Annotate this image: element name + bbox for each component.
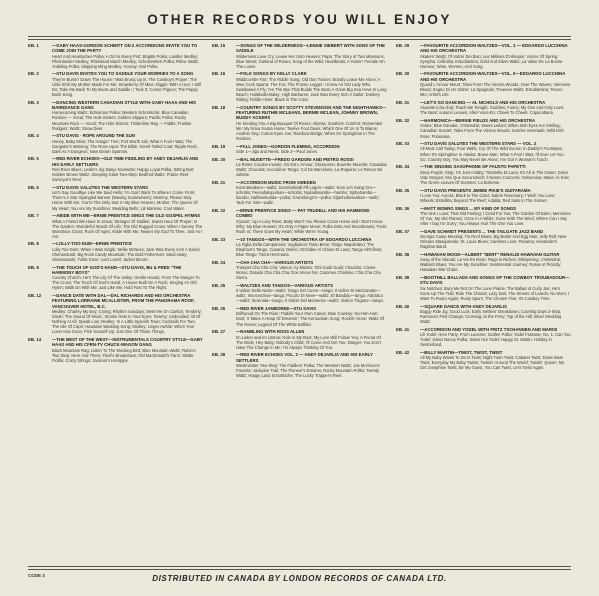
track-list: Side 1—Jigs and Reels. Side 2—Paul Jones.: [236, 148, 318, 154]
catalog-entry: [28, 100, 203, 131]
catalog-entry-body: [420, 252, 571, 273]
catalog-entry-body: [236, 352, 387, 378]
catalog-number: EB. 36: [396, 205, 410, 211]
track-list: Country Church; He's The Lily Of The Valley; Gentle Hands; From The Manger To The Cross; The Touch Of God's Hand; A House Built On A Rock; Singing An Old Hymn; Walk On With Me; Just Like Me; Hold Fast To The Right.: [52, 275, 200, 291]
track-list: All Must Call Today; Four Walls; Cry Of The Wild Goose; In Daddy's Footsteps; When It's Springtime In Alaska; Brave Man; What A Fool I Was; I'll Ever Let You Go; Country Boy; You May Never Be Alone; I've Got A Woman's Touch.: [420, 146, 564, 162]
album-title: —ACCORDION MUSIC FROM SWEDEN: [236, 179, 316, 185]
track-list: All My Baby Wants To Do Is Twist; Night Train Twist; Cabaret Twist; Down Beat Twist; Everyday My Baby Twists; Twistin' Around The World; Twistin' Queen; My Girl Josephine Twist; Be My Guest; You Can Twist; Let's Twist Again.: [420, 355, 565, 371]
catalog-number: EB. 3: [28, 99, 39, 105]
catalog-number: EB. 35: [396, 187, 410, 193]
catalog-entry: [28, 156, 203, 182]
catalog-entry: [396, 350, 571, 371]
catalog-entry: [396, 304, 571, 325]
catalog-code: CODE 3: [28, 573, 45, 578]
catalog-entry: [396, 252, 571, 273]
album-title: —HARMONICA—BERNIE FIELDS AND HIS ORCHESTRA: [420, 118, 536, 124]
catalog-number: EB. 25: [212, 282, 226, 288]
album-title: —BILLY MARTIN—TWIST, TWIST, TWIST: [420, 349, 503, 355]
catalog-number: EB. 14: [28, 337, 42, 343]
catalog-entry-body: [52, 133, 203, 154]
catalog-number: EB. 39: [396, 275, 410, 281]
track-list: Il Valzer Della Notte—waltz; Tango Del Cuore—tango; Il Valzer Di Mezzanotte—waltz; Innocenzina—tango; Piccolo Di Neve—waltz; El Bandido—tango; Adriatico—waltz; Serenata—tango; Il Valzer Del Momento—waltz; Violino Tzigano—tango.: [236, 288, 384, 304]
catalog-entry-body: [236, 329, 387, 350]
track-list: Driftwood On The River; Paddle Your Own Canoe; Blue Cowboy; No-Huh-Huh; Dost; It Takes A Heap Of Dreamin'; The Kentuckian Song; Rockin' Alone; Waltz Of The Roses; Legend Of The White Buffalo.: [236, 311, 385, 327]
catalog-entry: [28, 133, 203, 154]
catalog-entry: [396, 164, 571, 185]
catalog-number: EB. 16: [212, 71, 226, 77]
catalog-number: EB. 19: [212, 143, 226, 149]
catalog-entry: [212, 352, 387, 378]
album-title: —ABIDE WITH ME—ERNIE PRENTICE SINGS THE OLD GOSPEL HYMNS: [52, 213, 201, 219]
catalog-entry-body: [236, 306, 387, 327]
track-list: Medley: Charley My Boy; Crying; Rhythm Sundays; Meet Me On Carlton; Tenderly; Dinah; The Sound Of Music; Smoke Gets In Your Eyes; Tammy; Undecided; All Of Nothing At All; Speak Low; Medley: In A Little Spanish Town; Cocktails For Two; The Isle Of Capri; Hawaiian Wedding Song; Medley: Linger Awhile; When Your Lover Has Gone; Pick Yourself Up; Just One Of Those Things.: [52, 309, 202, 335]
catalog-entry-body: [420, 304, 571, 325]
track-list: Wilderness Love Cry; Leave Her Unto Heaven; Papa; The Story of Two Mansions; Blue Street; Garland of Roses; Song of the Wild; Heartbeats; A Homin' Female On The Loose.: [236, 53, 385, 69]
catalog-entry-body: [420, 164, 571, 185]
footer-divider-top: [28, 566, 571, 567]
album-title: —FOLK SONGS BY KELLY CLARK: [236, 71, 307, 77]
album-title: —HAWAIIAN MOOD—ALBERT "BERT" RENALDI HAWAIIAN GUITAR: [420, 251, 560, 257]
album-title: —THE SINGING SAXOPHONE OF FAUSTO PAPETTI: [420, 164, 526, 170]
album-title: —WALTZES AND TANGOS—VARIOUS ARTISTS: [236, 282, 334, 288]
catalog-number: EB. 12: [28, 293, 42, 299]
catalog-entry: [28, 185, 203, 211]
catalog-entry-body: [236, 71, 387, 102]
album-title: —FALL JONES—GORDON FLEMING, ACCORDION: [236, 143, 340, 149]
catalog-entry: [28, 293, 203, 334]
catalog-number: EB. 26: [212, 306, 226, 312]
album-title: —RED RIVER JAMBOREE—STU DAVIS: [236, 306, 317, 312]
catalog-entry: [28, 71, 203, 97]
track-list: Volare; Blue Danube; J'Attendrai; Sweet Leilani; When Irish Eyes Are Smiling; Canadian Sunset; Tales From The Vienna Woods; Sunrise Serenade; Wild Irish Rose; Polonaise.: [420, 123, 564, 139]
catalog-entry: [212, 237, 387, 258]
album-title: —RED RIVER ECHOES—OLD TIME FIDDLING BY ANDY DEJARLIS AND HIS EARLY SETTLERS: [52, 156, 199, 167]
album-title: —BOOTHILL BALLADS AND SONGS OF THE COWBOY TROUBADOUR—STU DAVIS: [420, 275, 570, 286]
album-title: —CHA CHA CHA—VARIOUS ARTISTS: [236, 259, 314, 265]
catalog-entry-body: [52, 213, 203, 239]
catalog-number: EB. 40: [396, 303, 410, 309]
track-list: Deep Purple; Stop; I'm Just A Baby; Tintarella Di Luna; It's All In The Game; Dolce Vita; Morgen; Moi Que Seconstisch; Il Nostro Concerto; Gelsomina; Maria; Al Sole; The Green Leaves Of Summer; La Boheme.: [420, 169, 570, 185]
album-title: —LET'S GO DANCING — AL NICHOLS AND HIS ORCHESTRA: [420, 99, 546, 105]
track-list: They're Burnin' Down The House I Was Brung Up In; The Cowboy's Prayer; The Little Shirt My Mother Made For Me; Strawberry Of Mine; Diggin' With A Hoe; I Still Do; Take Me Back To My Boots and Saddle; I Took It; Corner Pigeon; The Pappy Bunk Song.: [52, 76, 201, 98]
track-list: La Rome Cocotte-musée; Où Est L'Amour; Gloasonne; Bourrée Musette; Canadian Waltz; Chocolat; Accordéon Tango; Col De Barcelone; La Roguine; Le Retour De Juliette.: [236, 161, 387, 178]
album-title: —THE BEST OF THE WEST—INSTRUMENTALS COUNTRY STYLE—GABY HAAS AND HIS CFRN-TV CHUCK-WAGON GANG: [52, 337, 203, 348]
catalog-entry: [212, 144, 387, 154]
catalog-number: EB. 15: [212, 43, 226, 48]
catalog-entry: [212, 157, 387, 178]
catalog-entry-body: [236, 144, 387, 154]
catalog-entry-body: [420, 118, 571, 139]
catalog-entry: [212, 105, 387, 141]
album-title: —THE TOUCH OF GOD'S HAND—STU DAVIS, BU & FRED "THE HARMONY BOYS": [52, 264, 182, 275]
catalog-entry-body: [420, 206, 571, 227]
catalog-entry-body: [52, 100, 203, 131]
track-list: Black Mountain Rag; Listen To The Mocking Bird; Blue Mountain Waltz; Rubin's Two Step; Here And There; Floof's Breakdown; Old MacDonald's Farm; Skittle Fiddle; Crazy Strings; Jackson's Hornpipe.: [52, 347, 196, 363]
catalog-entry: [212, 208, 387, 234]
catalog-number: EB. 34: [396, 164, 410, 170]
catalog-column-2: [212, 43, 387, 563]
catalog-entry: [212, 283, 387, 304]
catalog-number: EB. 7: [28, 213, 39, 219]
album-title: —MATT MONRO SINGS ... MY KIND OF SONGS: [420, 205, 517, 211]
catalog-entry: [396, 206, 571, 227]
catalog-number: EB. 5: [28, 156, 39, 162]
track-list: Lili Yodel; Hem Party; From Lucerne; Stollen Polka; Yodel Fantasie; No. 1; Can You Yodel; Swiss Bunny Polka; Swiss Hut Yodel; Happy St. Martin; Holiday in Switzerland.: [420, 332, 571, 348]
catalog-entry: [396, 118, 571, 139]
track-list: S'posin'; Up A Lazy River; Baby Won't You Please Come Home and I Don't Know Why; My Blue Heaven; It's Only A Paper Moon; Polka Dots And Moonbeams; Fools Rush In; There Goes My Heart; While We're Young.: [236, 218, 387, 234]
catalog-entry-body: [52, 185, 203, 211]
catalog-number: EB. 33: [396, 141, 410, 147]
catalog-entry-body: [420, 141, 571, 162]
album-title: —GABY HAAS-GORDON SCHMITT ON 2 ACCORDIONS INVITE YOU TO COME JOIN THE PARTY: [52, 43, 198, 54]
catalog-entry-body: [236, 180, 387, 206]
catalog-entry: [28, 265, 203, 291]
track-list: I Love You; Aurora; Black Is The Color; Salem Rosemary; I Wish You Love; Wheels; Estrellita; Beyond The Reef; Adalita; Red Sails In The Sunset.: [420, 192, 556, 203]
catalog-number: EB. 24: [212, 259, 226, 265]
catalog-entry: [212, 306, 387, 327]
catalog-number: EB. 2: [28, 71, 39, 77]
catalog-column-1: [28, 43, 203, 563]
catalog-number: EB. 30: [396, 71, 410, 77]
catalog-entry-body: [52, 71, 203, 97]
album-title: —STU DAVIS SALUTES THE WESTERN STARS: [52, 184, 149, 190]
title-divider-top: [28, 36, 571, 37]
catalog-entry-body: [420, 275, 571, 301]
catalog-number: EB. 1: [28, 43, 39, 48]
catalog-entry-body: [420, 71, 571, 97]
catalog-number: EB. 31: [396, 99, 410, 105]
catalog-entry-body: [236, 105, 387, 141]
album-title: —DANCE DATE WITH DAL—DAL RICHARDS AND HIS ORCHESTRA FEATURING LORRAINE MCALLISTER, FROM THE PANORAMA ROOF, VANCOUVER HOTEL, B.C.: [52, 293, 195, 309]
catalog-entry: [396, 229, 571, 250]
track-list: Homecoming Waltz; Edmonton Polka; Western Schottische; Blue Canadian Rockies — Vocal; The Hole Sisters; Golden Slippers; Pacific Polka; Rocky Mountain Rock — Vocal; The Hole Sisters; Timberline Rag — Fiddle; Frankie Rodgers; Waltz; Snow Deer.: [52, 110, 192, 131]
catalog-number: EB. 42: [396, 349, 410, 355]
track-list: Let's Say Goodbye Like We Said Hello; I'm Goin' Back To Where I Come From; There's A Star-Spangled Banner (Waving Somewhere); Mommy, Please Stay Home With Me; You're The Only Star In My Blue Heaven; Mother, The Queen Of My Heart; You Are My Sunshine; Wedding Bells; Lili Marlene; Cool Water.: [52, 190, 198, 211]
catalog-entry-body: [236, 237, 387, 258]
album-title: —DANCING WESTERN CANADIAN STYLE WITH GABY HAAS AND HIS BARNDANCE GANG: [52, 99, 196, 111]
catalog-entry: [212, 43, 387, 69]
catalog-entry: [28, 337, 203, 363]
catalog-number: EB. 38: [396, 251, 410, 257]
album-title: —FAVOURITE ACCORDION WALTZES—VOL. 1 — EDOARDO LUCCHINA AND HIS ORCHESTRA: [420, 43, 568, 54]
catalog-number: EB. 4: [28, 133, 39, 139]
album-title: —FAVOURITE ACCORDION WALTZES—VOL. II—EDOARDO LUCCHINA AND HIS ORCHESTRA: [420, 71, 566, 82]
catalog-entry: [212, 180, 387, 206]
catalog-entry: [396, 275, 571, 301]
track-list: The One I Love; That Old Feeling; I Cried For You; The Garden Of Eden; Memories Of You; My Old Flames; Once In A While; Gone With The Wind; Where Can I Say After I Say I'm Sorry; You Always Hurt The One You Love.: [420, 210, 571, 227]
album-title: —STU DAVIS INVITES YOU TO SADDLE YOUR WORRIES TO A SONG: [52, 71, 194, 77]
catalog-entry-body: [236, 157, 387, 178]
album-title: —COUNTRY SONGS BY SCOTTY STEVENSON AND THE NIGHTHAWKS—FEATURING RUTHIE MCLEANS, BERNIE MCLEAN, JOHNNY BROWN, BUDDY ACKERS: [236, 104, 387, 121]
album-title: —BAL MUSETTE—FREDO GARDONI AND PIETRO ROSSI: [236, 156, 354, 162]
catalog-entry: [396, 188, 571, 203]
track-list: La Figlia Della Campanaria; Vogliamoci Tanto Bene; Tango Napoletano; The Elephant's Tango; Canaria; Delirio; Orchidee Al Chiaro Di Luna; Tango All'Infinito; Blue Tango; Tierra Herrmana.: [236, 241, 383, 258]
catalog-entry-body: [52, 293, 203, 334]
catalog-number: EB. 27: [212, 329, 226, 335]
track-list: Honey, Baby Mine; The Hangin' Tree; Fort Worth Jail; What A Fool I Was; The Gangster's Warning; The Rose Upon The Bible; Sorrel-Tailed Coat; Ripple Rock; Dark As A Dungeon; New Brown Sparrow.: [52, 138, 198, 154]
album-title: —STU DAVIS · ROPE AROUND THE SUN: [52, 133, 135, 139]
catalog-entry: [212, 71, 387, 102]
album-title: —ACCORDION AND YODEL WITH FRITZ TSCHANNEN AND MARISI: [420, 326, 558, 332]
catalog-entry: [396, 43, 571, 69]
catalog-entry: [396, 71, 571, 97]
catalog-entry: [212, 260, 387, 281]
track-list: Im Lieber and Im Untrue; Hole In My Boot; My Love Will Follow You; A Friend Of The Bride; Hey Baby; Nobody's Child; I'll Come And Get You; Danger; You Don't Have The Change In Me; I'm Always Thinking Of You.: [236, 334, 381, 350]
track-list: Song of the Islands; La Vie En Rose; Rags to Riches; Whispering; J'Attendrai; Wabash Blues; You Are My Sunshine; Sentimental Journey; Roses of Picardy; Hawaiian War Chant.: [420, 257, 562, 273]
catalog-number: EB. 6: [28, 184, 39, 190]
catalog-number: EB. 37: [396, 228, 410, 234]
distribution-notice: DISTRIBUTED IN CANADA BY LONDON RECORDS OF CANADA LTD.: [152, 574, 447, 583]
catalog-number: EB. 28: [212, 352, 226, 358]
track-list: Six Notches; Bury Me Not On The Lone Prairie; The Ballad of Curly Joe; He's Gone Up The Trail; Ride The Chariot; Lazy Dan; The Streets of Laredo; No More; I Want To Roam Again; Rusty Spurs; The Chosen Five; It's Cowboy Time.: [420, 285, 570, 301]
catalog-entry-body: [420, 188, 571, 203]
catalog-columns: [28, 43, 571, 563]
catalog-number: EB. 21: [212, 179, 226, 185]
catalog-entry-body: [420, 350, 571, 371]
catalog-number: EB. 32: [396, 118, 410, 124]
catalog-number: EB. 8: [28, 241, 39, 247]
track-list: Trumpet Cha Cha Cha; Vamos; Ay Mulato; Tchi Guidi Guidi; Chachito; Cíeme Momo; Dorado Cha Cha Cha; Dos Veces No; Caromos Chamine; Cha Cha Cha Sierra.: [236, 265, 381, 281]
catalog-entry-body: [52, 156, 203, 182]
catalog-entry-body: [52, 337, 203, 363]
catalog-column-3: [396, 43, 571, 563]
footer-divider-bottom: [28, 569, 571, 570]
track-list: Korsnäsvalsen—waltz; Sommarkvall På Logen—waltz; Kom och Sving Om—schottis; Pevnahalsporkan—schottis; Nydadsnambo—hambo; Sjöbohambo—hambo; Hallinsekväda—polka; Gronsbergs'n—polka; Stjanholmsvalsen—waltz; Tack For Sist—waltz.: [236, 185, 380, 206]
track-list: Georgia Camp Meeting; Tin Roof Blues; Big Butter And Egg Man; Jelly Roll; New Orleans Masquerade; St. Louis Blues; Careless Love; Panama; Alexander's Ragtime Band.: [420, 234, 567, 250]
album-title: —ERNIE PRENTICE SINGS — PAT TRUDELL AND HIS HAMMOND COMBO: [236, 208, 370, 219]
album-title: —LOLLY-TOO-DUM—ERNIE PRENTICE: [52, 241, 132, 247]
track-list: Red River Blues; Leslie's Jig; Banjo Novelette; Happy Loyal Polka; Sitting Bull; Golden Brown Waltz; Sleeping Giant Two-Step; Bedford Waltz; Prairie Reel; Surveyor's Reel.: [52, 167, 195, 183]
catalog-number: EB. 22: [212, 208, 226, 214]
title-divider-bottom: [28, 39, 571, 40]
catalog-entry-body: [236, 43, 387, 69]
album-title: —DAVE SCHMIDT PRESENTS ... THE TAILGATE JAZZ BAND: [420, 228, 544, 234]
catalog-entry-body: [236, 260, 387, 281]
catalog-entry-body: [236, 283, 387, 304]
track-list: What A Friend We Have In Jesus; Stranger Of Galilee; Sweet Hour Of Prayer; In The Garden; Wonderful Words Of Life; The Old Rugged Cross; When I Survey The Wondrous Cross; Rock Of Ages; Abide With Me; Nearer My God To Thee; Just As I Am.: [52, 218, 203, 239]
track-list: Alouette (cha cha); Teach Me Tonight; Goddies; Funny; My One And Only Love; The Beat; Autumn Leaves; Allez-Vous-En; Cheek To Cheek; Copacabana.: [420, 105, 565, 116]
album-title: —RED RIVER ECHOES VOL. 2 — ANDY DEJARLIS AND HIS EARLY SETTLERS: [236, 352, 373, 363]
album-title: —10 TANGOS—WITH THE ORCHESTRA OF EDOARDO LUCCHINA: [236, 236, 372, 242]
catalog-number: EB. 18: [212, 104, 226, 110]
catalog-entry: [28, 241, 203, 262]
track-list: Widdicombe Fair; The Riddle Song; Old Dan Tucker; Brandy Leave Me Alone; A Wee Cock Sparra; The Fox; The Frozen Logger; I Know An Old Lady Who Swallowed A Fly; I've The Bye That Builds The Boat; A Great Big Sea Hove In Long Beach; Hullaballo-Balay; High Barbaree; Jack Was Every Inch A Sailor; Donkey Riding; Fiddle-I-Dee; Black Is The Color.: [236, 76, 387, 103]
catalog-entry-body: [52, 43, 203, 69]
catalog-number: EB. 29: [396, 43, 410, 48]
catalog-entry: [396, 327, 571, 348]
catalog-entry-body: [52, 241, 203, 262]
catalog-entry-body: [52, 265, 203, 291]
catalog-entry-body: [420, 229, 571, 250]
catalog-entry: [28, 213, 203, 239]
catalog-entry: [396, 141, 571, 162]
album-title: —RAMBLING WITH ROSS ALLEN: [236, 329, 305, 335]
track-list: Skaters' Waltz; I'll Valzer Dei Baci; Les Millions D'Arlequin; Voices Of Spring; Sympha; Céliloiba; Estudiantina; Gold And Silver Waltz; La Valse De La Bonne Humeur; Wine, Women, And Song.: [420, 53, 563, 69]
catalog-entry: [212, 329, 387, 350]
catalog-entry-body: [236, 208, 387, 234]
track-list: Heart And Heartaches Polka; A Girl In Every Port; Brigitte Polka; Landler Medley; Rheinlander Medley; Rheinland March Medley; Schotzenliesl Polka; Rhine Waltz; Yodeling Polka; Skipping Ming Medley; Hooray; Owl Polka.: [52, 53, 200, 69]
album-title: —STU DAVIS PRESENTS JIMMIE PIKIE'S GUITARAMA: [420, 187, 531, 193]
track-list: I'm Sending You A Big Bouquet Of Roses; Alberta; Southern Comfort; Remember Me; My Nova Scotia Home; Twelve Foot Davis; Which One Of Us Is To Blame; Another Day; Cotton Eyes Joe; Rainbow Bridge; When It's Springtime In The Rockies.: [236, 120, 383, 141]
track-list: Lolly-Too-Dum; When I Was Single; Nellie McNess; Jack Was Every Inch A Sailor; Shenandoah; Big Rock Candy Mountain; The Bold Fisherman; Steal Away; Vanessavale; Turtle Dove; Lord Lovell; Jacket Moore.: [52, 246, 201, 262]
catalog-entry: [28, 43, 203, 69]
page-title: OTHER RECORDS YOU WILL ENJOY: [147, 12, 452, 27]
catalog-entry-body: [420, 327, 571, 348]
track-list: Buggy Ride Jig; Good Luck; Early Settlers' Breakdown; Courting Days 2-Step; Ramona's First Change; Crossing on the Ferry; Top of the Hill; Silver Wedding Waltz.: [420, 308, 562, 325]
track-list: Westminster Two-Step; The Fiddlers' Polka; The Western Waltz; Joe Morrison's Favorite; Jackpine Trail; The Pioneer's Dreams; Rocky Mountain Polka; Twenty Waltz; Happy Land Schottische; The Lucky Trapper's Reel.: [236, 363, 380, 379]
album-title: —STU DAVIS SALUTES THE WESTERN STARS — VOL. 2: [420, 141, 537, 147]
album-title: —SQUARE DANCE WITH ANDY DEJARLIS: [420, 303, 507, 309]
catalog-entry-body: [420, 100, 571, 115]
catalog-number: EB. 41: [396, 326, 410, 332]
catalog-entry-body: [420, 43, 571, 69]
catalog-number: EB. 23: [212, 236, 226, 242]
catalog-entry: [396, 100, 571, 115]
album-title: —SONGS OF THE WILDERNESS—LENNIE SIEBERT WITH SONS OF THE SADDLE: [236, 43, 385, 54]
catalog-number: EB. 20: [212, 156, 226, 162]
catalog-number: EB. 9: [28, 264, 39, 270]
track-list: Quand L'Amour Meurt; Tales From The Vienna Woods; Over The Waves; Viennese Blood; Sogno Di Un Valzer; La Spagnola; Treasure Waltz; Estudiantina; Tesoro Mio; Artist's Life.: [420, 82, 571, 98]
